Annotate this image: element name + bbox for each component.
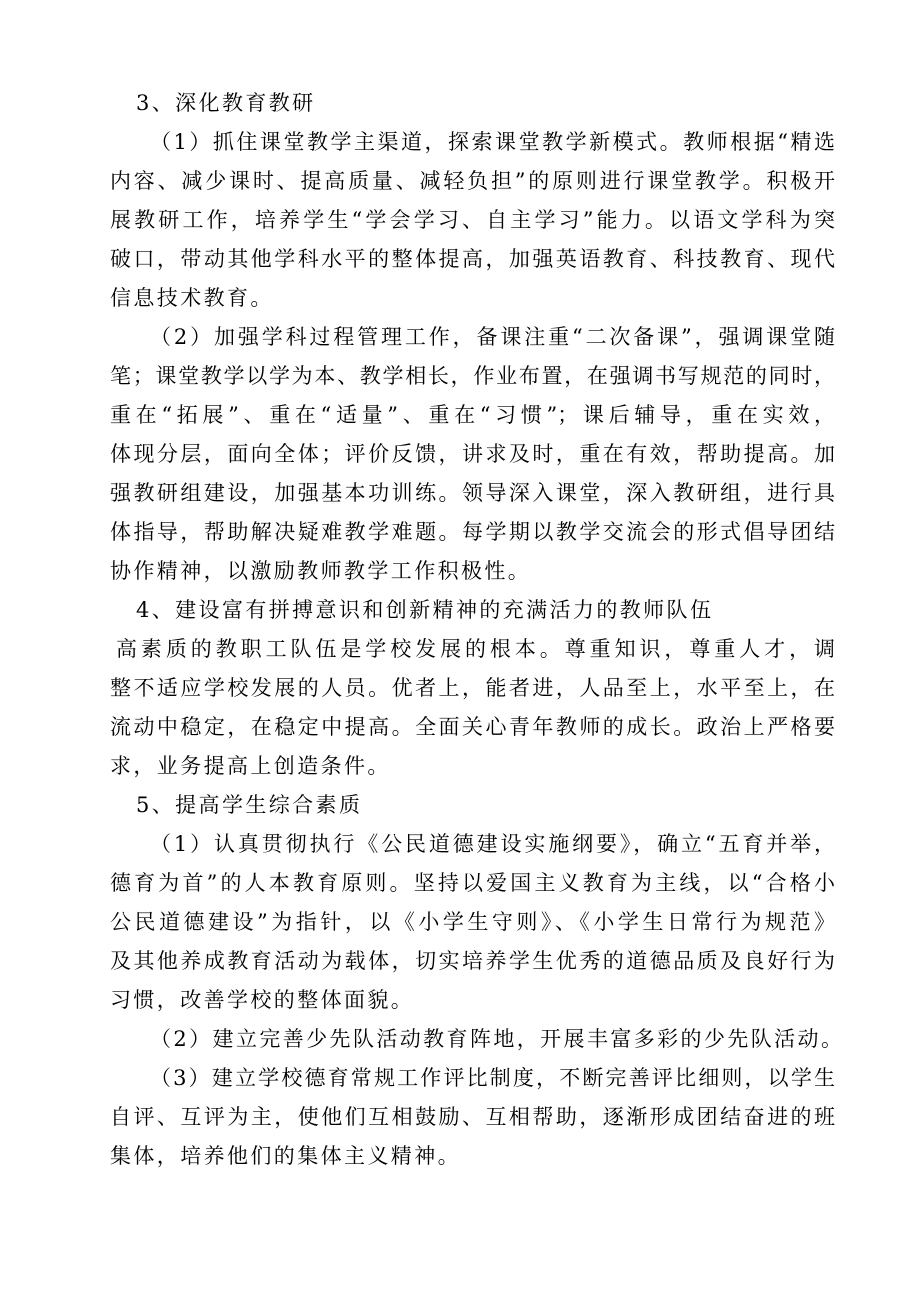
paragraph-line: 协作精神，以激励教师教学工作积极性。	[110, 559, 532, 583]
paragraph-line: （2）建立完善少先队活动教育阵地，开展丰富多彩的少先队活动。	[150, 1027, 845, 1051]
paragraph-line: （1）抓住课堂教学主渠道，探索课堂教学新模式。教师根据“精选	[150, 130, 835, 154]
paragraph-line: 内容、减少课时、提高质量、减轻负担”的原则进行课堂教学。积极开	[110, 169, 835, 193]
paragraph-line: 集体，培养他们的集体主义精神。	[110, 1144, 461, 1168]
paragraph-line: 笔；课堂教学以学为本、教学相长，作业布置，在强调书写规范的同时，	[110, 364, 835, 388]
section-heading-4: 4、建设富有拼搏意识和创新精神的充满活力的教师队伍	[136, 598, 714, 622]
paragraph-line: 信息技术教育。	[110, 286, 274, 310]
paragraph-line: 流动中稳定，在稳定中提高。全面关心青年教师的成长。政治上严格要	[110, 715, 835, 739]
paragraph-line: 习惯，改善学校的整体面貌。	[110, 988, 415, 1012]
paragraph-line: 公民道德建设”为指针，以《小学生守则》、《小学生日常行为规范》	[110, 910, 835, 934]
paragraph-line: 及其他养成教育活动为载体，切实培养学生优秀的道德品质及良好行为	[110, 949, 835, 973]
paragraph-line: 求，业务提高上创造条件。	[110, 754, 391, 778]
paragraph-line: 自评、互评为主，使他们互相鼓励、互相帮助，逐渐形成团结奋进的班	[110, 1105, 835, 1129]
document-body	[110, 84, 845, 1176]
paragraph-line: （2）加强学科过程管理工作，备课注重“二次备课”，强调课堂随	[150, 325, 835, 349]
section-heading-3: 3、深化教育教研	[136, 91, 316, 115]
section-heading-5: 5、提高学生综合素质	[136, 793, 363, 817]
paragraph-line: 整不适应学校发展的人员。优者上，能者进，人品至上，水平至上，在	[110, 676, 835, 700]
paragraph-line: （3）建立学校德育常规工作评比制度，不断完善评比细则，以学生	[150, 1066, 835, 1090]
paragraph-line: 德育为首”的人本教育原则。坚持以爱国主义教育为主线，以“合格小	[110, 871, 835, 895]
paragraph-line: 破口，带动其他学科水平的整体提高，加强英语教育、科技教育、现代	[110, 247, 835, 271]
paragraph-line: 高素质的教职工队伍是学校发展的根本。尊重知识，尊重人才，调	[116, 637, 835, 661]
paragraph-line: （1）认真贯彻执行《公民道德建设实施纲要》，确立“五育并举，	[150, 832, 835, 856]
paragraph-line: 强教研组建设，加强基本功训练。领导深入课堂，深入教研组，进行具	[110, 481, 835, 505]
paragraph-line: 体指导，帮助解决疑难教学难题。每学期以教学交流会的形式倡导团结	[110, 520, 835, 544]
paragraph-line: 重在“拓展”、重在“适量”、重在“习惯”；课后辅导，重在实效，	[110, 403, 835, 427]
paragraph-line: 展教研工作，培养学生“学会学习、自主学习”能力。以语文学科为突	[110, 208, 835, 232]
paragraph-line: 体现分层，面向全体；评价反馈，讲求及时，重在有效，帮助提高。加	[110, 442, 835, 466]
